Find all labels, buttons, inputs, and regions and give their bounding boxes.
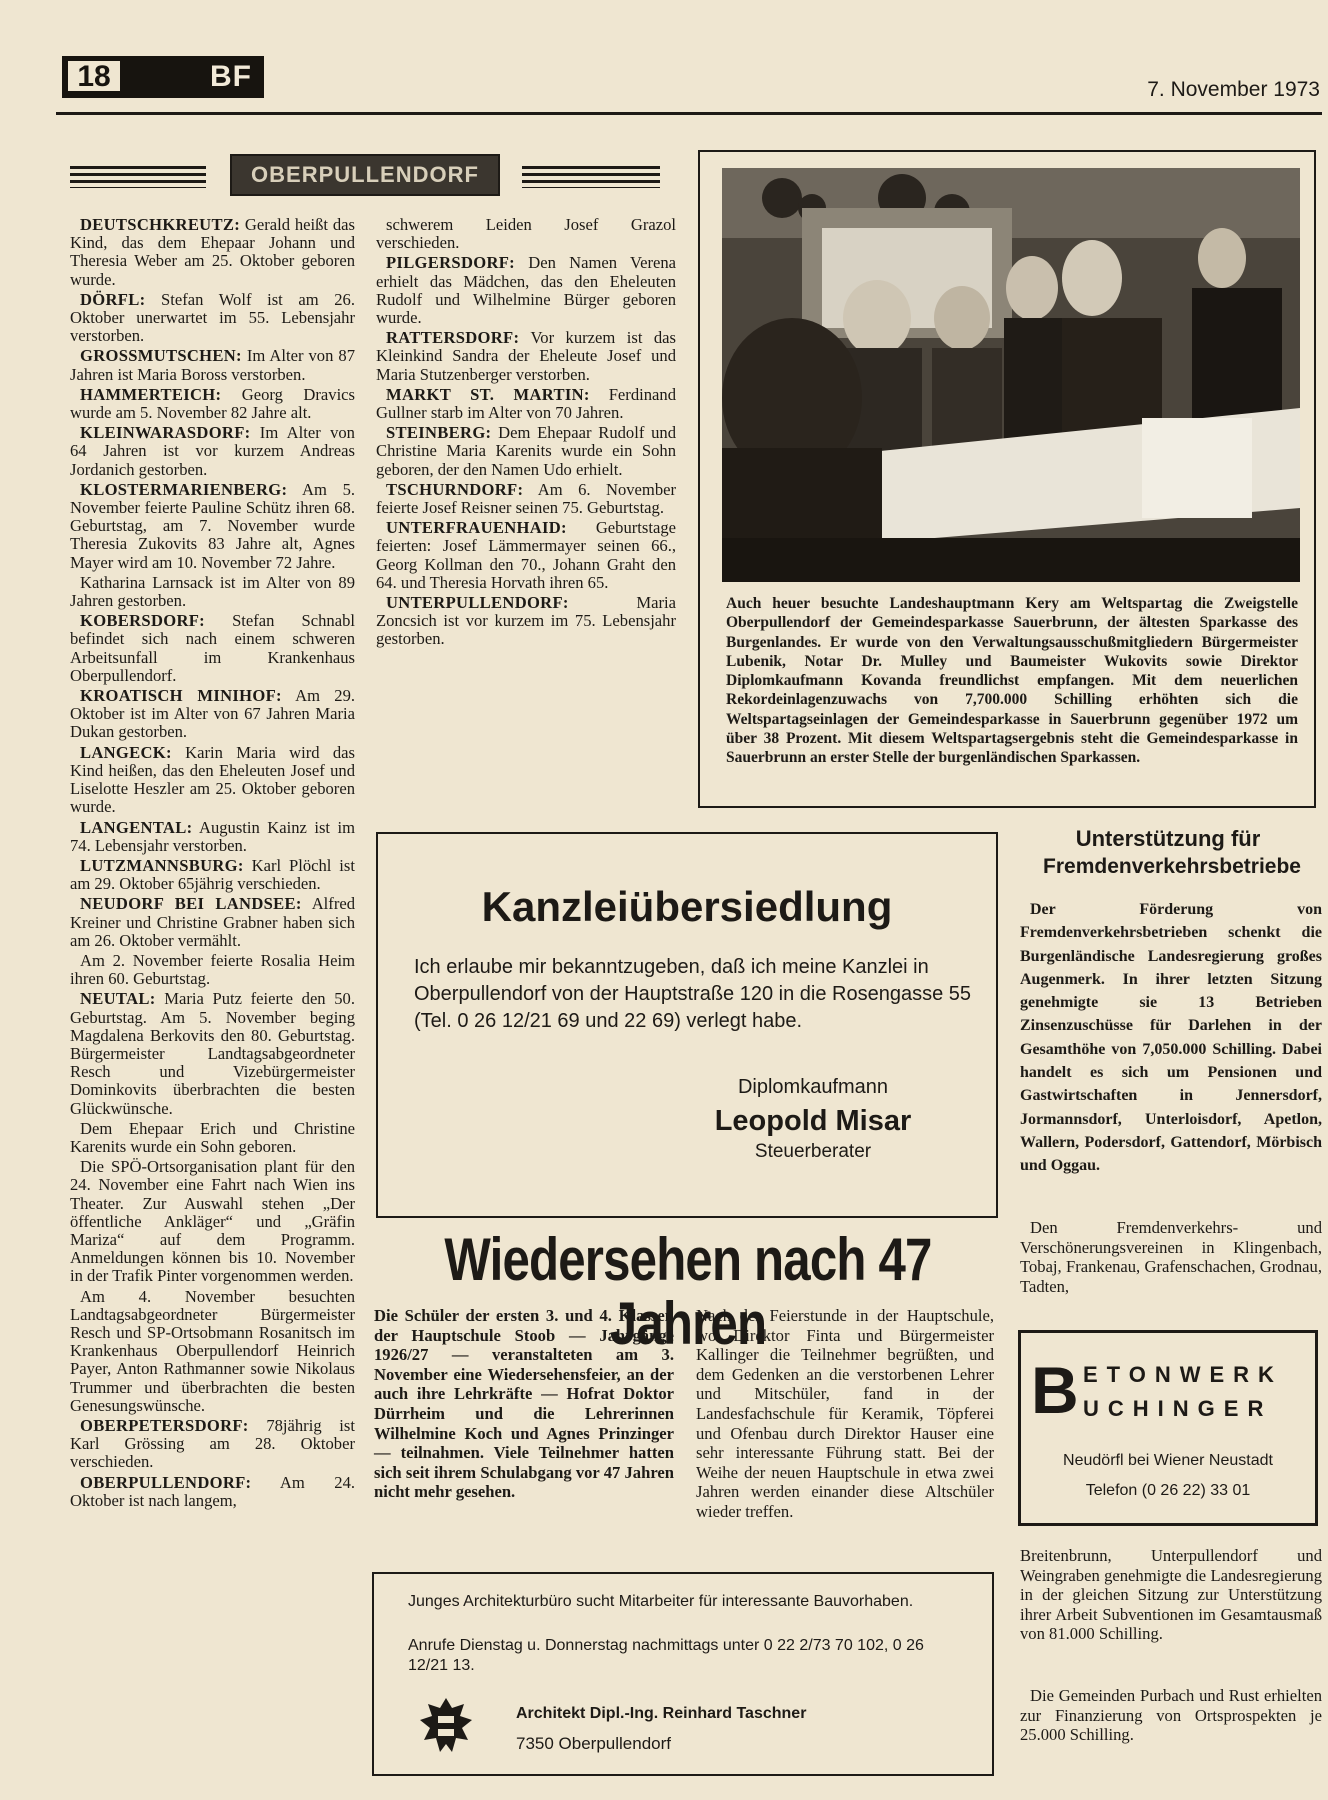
news-item-place: DEUTSCHKREUTZ: xyxy=(80,216,241,234)
news-item xyxy=(70,819,355,855)
news-item xyxy=(376,424,676,479)
ad-architekt-name: Architekt Dipl.-Ing. Reinhard Taschner xyxy=(516,1705,807,1722)
news-item-text: schwerem Leiden Josef Grazol verschieden. xyxy=(376,216,676,253)
news-item xyxy=(70,990,355,1117)
middle-column xyxy=(376,216,676,816)
news-item-place: TSCHURNDORF: xyxy=(386,479,524,499)
news-item xyxy=(70,1474,355,1510)
news-photo xyxy=(722,168,1300,582)
news-item xyxy=(70,424,355,479)
news-item xyxy=(70,1417,355,1472)
ad-betonwerk-line2: UCHINGER xyxy=(1083,1396,1273,1421)
news-item-place: UNTERPULLENDORF: xyxy=(386,593,569,613)
news-item-place: NEUTAL: xyxy=(80,989,156,1009)
right-para2: Breitenbrunn, Unterpullendorf und Weingraben genehmigte die Landesregierung in der gleichen Sitzung zur Unterstützung ihrer Arbeit Subventionen im Gesamtausmaß von 81.000 Schilling. xyxy=(1020,1546,1322,1643)
header-rule xyxy=(56,112,1322,115)
ad-architekt-line1: Junges Architekturbüro sucht Mitarbeiter für interessante Bauvorhaben. xyxy=(408,1593,914,1610)
news-item-text: Maria Zoncsich ist vor kurzem im 75. Lebensjahr gestorben. xyxy=(376,593,676,649)
news-item xyxy=(70,386,355,422)
news-item-place: UNTERFRAUENHAID: xyxy=(386,518,567,538)
section-stripes-left xyxy=(70,166,206,188)
news-item-text: 78jährig ist Karl Grössing am 28. Oktober verschieden. xyxy=(70,1416,355,1472)
austrian-eagle-icon xyxy=(418,1694,474,1758)
news-item-place: LUTZMANNSBURG: xyxy=(80,855,244,875)
news-item-place: RATTERSDORF: xyxy=(386,328,520,348)
news-item-text: Am 2. November feierte Rosalia Heim ihren 60. Geburtstag. xyxy=(70,950,355,989)
reunion-col2: Nach der Feierstunde in der Hauptschule, wo Direktor Finta und Bürgermeister Kallinger die Teilnehmer begrüßten, und dem Gedenken an die verstorbenen Lehrer und Mitschüler, fand in der Landesfachschule für Keramik, Töpferei und Ofenbau durch Direktor Hauser eine sehr interessante Führung statt. Bei der Weihe der neuen Hauptschule in etwa zwei Jahren werden einander diese Altschüler wieder treffen. xyxy=(696,1306,994,1521)
ad-kanzlei-title: Kanzleiübersiedlung xyxy=(481,883,893,930)
news-item-place: KLEINWARASDORF: xyxy=(80,423,251,443)
news-item-place: NEUDORF BEI LANDSEE: xyxy=(80,894,302,914)
news-item-text: Die SPÖ-Ortsorganisation plant für den 24. November eine Fahrt nach Wien ins Theater. Zur Auswahl stehen „Der öffentliche Ankläger“ und „Gräfin Mariza“ auf dem Programm. Anmeldungen können bis 10. November in der Trafik Pinter vorgenommen werden. xyxy=(70,1157,355,1286)
news-item-text: Im Alter von 87 Jahren ist Maria Boross verstorben. xyxy=(70,346,355,384)
page-number: 18 xyxy=(66,59,122,93)
news-item-place: MARKT ST. MARTIN: xyxy=(386,384,590,404)
news-item xyxy=(70,1120,355,1156)
news-item-text: Dem Ehepaar Erich und Christine Karenits wurde ein Sohn geboren. xyxy=(70,1118,355,1156)
news-item xyxy=(70,1158,355,1285)
ad-kanzlei-signer-name: Leopold Misar xyxy=(714,1105,912,1137)
news-item-text: Katharina Larnsack ist im Alter von 89 Jahren gestorben. xyxy=(70,572,355,611)
news-item xyxy=(70,857,355,893)
news-item xyxy=(70,952,355,988)
news-item-place: STEINBERG: xyxy=(386,423,492,443)
ad-architekt xyxy=(372,1572,994,1776)
news-item-text: Im Alter von 64 Jahren ist vor kurzem Andreas Jordanich gestorben. xyxy=(70,423,355,479)
ad-betonwerk-phone: Telefon (0 26 22) 33 01 xyxy=(1085,1482,1251,1499)
news-item-text: Georg Dravics wurde am 5. November 82 Jahre alt. xyxy=(70,384,355,423)
page-number-block xyxy=(62,56,264,98)
news-item xyxy=(376,386,676,422)
news-item xyxy=(376,254,676,327)
news-item-text: Alfred Kreiner und Christine Grabner haben sich am 26. Oktober vermählt. xyxy=(70,894,355,950)
right-title-line2: Fremdenverkehrsbetriebe xyxy=(1043,855,1301,878)
news-item xyxy=(376,481,676,517)
news-item-text: Stefan Schnabl befindet sich nach einem schweren Arbeitsunfall im Krankenhaus Oberpullendorf. xyxy=(70,611,355,685)
news-item-text: Dem Ehepaar Rudolf und Christine Maria Karenits wurde ein Sohn geboren, der den Namen Udo erhielt. xyxy=(376,423,676,479)
ad-betonwerk-line1: ETONWERK xyxy=(1083,1362,1283,1387)
right-lead: Der Förderung von Fremdenverkehrsbetrieben schenkt die Burgenländische Landesregierung großes Augenmerk. In ihrer letzten Sitzung genehmigte sie 13 Betrieben Zinsenzuschüsse für Darlehen in der Gesamthöhe von 7,050.000 Schilling. Dabei handelt es sich um Pensionen und Gastwirtschaften in Jennersdorf, Jormannsdorf, Unterloisdorf, Apetlon, Wallern, Podersdorf, Gattendorf, Mörbisch und Oggau. xyxy=(1020,901,1322,1175)
news-item-text: Augustin Kainz ist im 74. Lebensjahr verstorben. xyxy=(70,817,355,855)
section-stripes-right xyxy=(522,166,660,188)
section-abbrev: BF xyxy=(210,60,252,93)
news-item-text: Am 5. November feierte Pauline Schütz ihren 68. Geburtstag, am 7. November wurde Theresia Zukovits 83 Jahre alt, Agnes Mayer wird am 10. November 72 Jahre. xyxy=(70,479,355,572)
ad-betonwerk xyxy=(1018,1330,1318,1526)
right-para3: Die Gemeinden Purbach und Rust erhielten zur Finanzierung von Ortsprospekten je 25.000 Schilling. xyxy=(1020,1686,1322,1744)
reunion-headline: Wiedersehen nach 47 Jahren xyxy=(444,1226,932,1357)
ad-kanzlei-body: Ich erlaube mir bekanntzugeben, daß ich meine Kanzlei in Oberpullendorf von der Hauptstraße 120 in die Rosengasse 55 (Tel. 0 26 12/21 69 und 22 69) verlegt habe. xyxy=(414,956,972,1032)
section-label: OBERPULLENDORF xyxy=(230,154,500,196)
news-item-place: OBERPETERSDORF: xyxy=(80,1416,249,1435)
news-item xyxy=(70,744,355,817)
news-item xyxy=(70,291,355,346)
news-item-place: PILGERSDORF: xyxy=(386,253,515,273)
news-item-text: Gerald heißt das Kind, das dem Ehepaar Johann und Theresia Weber am 25. Oktober geboren wurde. xyxy=(70,216,355,289)
ad-architekt-line2: Anrufe Dienstag u. Donnerstag nachmittags unter 0 22 2/73 70 102, 0 26 12/21 13. xyxy=(408,1637,924,1674)
news-item-place: KOBERSDORF: xyxy=(80,611,205,631)
news-item xyxy=(376,519,676,592)
news-item-text: Karin Maria wird das Kind heißen, das den Eheleuten Josef und Liselotte Heszler am 25. Oktober geboren wurde. xyxy=(70,742,355,817)
news-item-text: Am 29. Oktober ist im Alter von 67 Jahren Maria Dukan gestorben. xyxy=(70,686,355,742)
ad-kanzlei-signer-title: Diplomkaufmann xyxy=(737,1076,889,1098)
news-item xyxy=(70,895,355,950)
news-item-text: Am 6. November feierte Josef Reisner seinen 75. Geburtstag. xyxy=(376,479,676,518)
ad-architekt-address: 7350 Oberpullendorf xyxy=(516,1734,672,1753)
news-item-text: Den Namen Verena erhielt das Mädchen, das den Eheleuten Rudolf und Wilhelmine Bürger geboren wurde. xyxy=(376,253,676,328)
news-item xyxy=(70,347,355,383)
news-item-place: LANGENTAL: xyxy=(80,817,193,837)
left-column xyxy=(70,216,355,1776)
right-title-line1: Unterstützung für xyxy=(1075,826,1261,851)
news-item xyxy=(70,687,355,742)
photo-illustration xyxy=(722,168,1300,582)
news-item-place: KLOSTERMARIENBERG: xyxy=(80,479,288,499)
news-item-text: Geburtstage feierten: Josef Lämmermayer seinen 66., Georg Kollman den 70., Johann Graht den 64. und Theresia Horvath ihren 65. xyxy=(376,518,676,592)
ad-kanzlei xyxy=(376,832,998,1218)
ad-kanzlei-signer-role: Steuerberater xyxy=(754,1141,872,1162)
news-item-text: Maria Putz feierte den 50. Geburtstag. Am 5. November beging Magdalena Berkovits den 80. Geburtstag. Bürgermeister Landtagsabgeordneter Resch und Vizebürgermeister Dominkovits überbrachten die besten Glückwünsche. xyxy=(70,989,355,1118)
news-item-place: DÖRFL: xyxy=(80,289,146,309)
news-item xyxy=(70,1288,355,1415)
page-date: 7. November 1973 xyxy=(1147,78,1320,101)
news-item xyxy=(376,329,676,384)
news-item-text: Karl Plöchl ist am 29. Oktober 65jährig verschieden. xyxy=(70,855,355,894)
news-item xyxy=(70,612,355,685)
news-item-place: GROSSMUTSCHEN: xyxy=(80,346,242,366)
news-item xyxy=(376,594,676,649)
news-item-place: OBERPULLENDORF: xyxy=(80,1472,252,1492)
ad-betonwerk-big-letter: B xyxy=(1031,1353,1079,1427)
news-item-text: Ferdinand Gullner starb im Alter von 70 Jahren. xyxy=(376,384,676,423)
photo-caption: Auch heuer besuchte Landeshauptmann Kery am Weltspartag die Zweigstelle Oberpullendorf der Gemeindesparkasse Sauerbrunn, der ältesten Sparkasse des Burgenlandes. Er wurde von den Verwaltungsausschußmitgliedern Bürgermeister Lubenik, Notar Dr. Mulley und Baumeister Wukovits sowie Direktor Diplomkaufmann Kovanda freundlichst empfangen. Mit dem neuerlichen Rekordeinlagenzuwachs von 7,700.000 Schilling erhöhten sich die Weltspartagseinlagen der Gemeindesparkasse in Sauerbrunn gegenüber 1972 um über 38 Prozent. Mit diesem Weltspartagsergebnis steht die Gemeindesparkasse in Sauerbrunn an erster Stelle der burgenländischen Sparkassen. xyxy=(726,595,1298,767)
news-item xyxy=(70,574,355,610)
news-item-text: Am 4. November besuchten Landtagsabgeordneter Bürgermeister Resch und SP-Ortsobmann Rosanitsch im Krankenhaus Oberpullendorf Heinrich Payer, Anton Rathmanner sowie Nikolaus Trummer und überbrachten die besten Genesungswünsche. xyxy=(70,1286,355,1415)
news-item xyxy=(376,216,676,252)
news-item-place: LANGECK: xyxy=(80,742,172,762)
news-item xyxy=(70,216,355,289)
right-para1: Den Fremdenverkehrs- und Verschönerungsvereinen in Klingenbach, Tobaj, Frankenau, Grafenschachen, Grodnau, Tadten, xyxy=(1020,1218,1322,1296)
news-item xyxy=(70,481,355,572)
news-item-text: Stefan Wolf ist am 26. Oktober unerwartet im 55. Lebensjahr verstorben. xyxy=(70,289,355,346)
news-item-text: Am 24. Oktober ist nach langem, xyxy=(70,1472,355,1510)
news-item-text: Vor kurzem ist das Kleinkind Sandra der Eheleute Josef und Maria Stutzenberger verstorben. xyxy=(376,328,676,384)
news-item-place: HAMMERTEICH: xyxy=(80,384,222,404)
news-item-place: KROATISCH MINIHOF: xyxy=(80,686,282,706)
reunion-col1: Die Schüler der ersten 3. und 4. Klassen der Hauptschule Stoob — Jahrgänge 1926/27 — veranstalteten am 3. November eine Wiedersehensfeier, an der auch ihre Lehrkräfte — Hofrat Doktor Dürrheim und die Lehrerinnen Wilhelmine Koch und Agnes Prinzinger — teilnahmen. Viele Teilnehmer hatten sich seit ihrem Schulabgang vor 47 Jahren nicht mehr gesehen. xyxy=(374,1306,674,1502)
ad-betonwerk-location: Neudörfl bei Wiener Neustadt xyxy=(1063,1452,1273,1469)
